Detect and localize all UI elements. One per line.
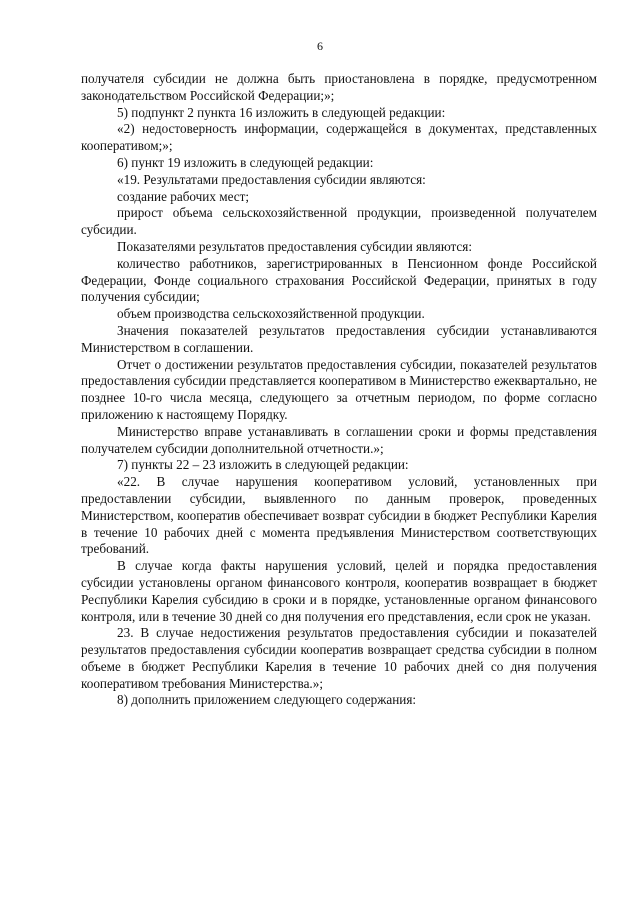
paragraph: «19. Результатами предоставления субсидии являются: — [117, 171, 426, 187]
paragraph: 23. В случае недостижения результатов предоставления субсидии и показателей результатов предоставления субсидии кооператив возвращает средства субсидии в полном объеме в бюджет Республики Карелия в течение 10 рабочих дней со дня получения кооперативом требования Министерства.»; — [81, 625, 597, 691]
paragraph: 6) пункт 19 изложить в следующей редакции: — [117, 154, 374, 170]
paragraph: В случае когда факты нарушения условий, целей и порядка предоставления субсидии установлены органом финансового контроля, кооператив возвращает в бюджет Республики Карелия субсидию в сроки и в порядке, установленные органом финансового контроля, или в течение 30 дней со дня получения его представления, если срок не указан. — [81, 558, 597, 624]
paragraph: Значения показателей результатов предоставления субсидии устанавливаются Министерством в соглашении. — [81, 322, 597, 355]
page-number: 6 — [317, 39, 323, 53]
paragraph: 5) подпункт 2 пункта 16 изложить в следующей редакции: — [117, 104, 446, 120]
document-body — [81, 71, 597, 709]
paragraph: 7) пункты 22 – 23 изложить в следующей редакции: — [117, 457, 409, 473]
paragraph: «2) недостоверность информации, содержащейся в документах, представленных кооперативом;»; — [81, 121, 597, 154]
paragraph: объем производства сельскохозяйственной продукции. — [117, 306, 425, 322]
paragraph: прирост объема сельскохозяйственной продукции, произведенной получателем субсидии. — [81, 205, 597, 238]
paragraph: Показателями результатов предоставления субсидии являются: — [117, 238, 472, 254]
paragraph: «22. В случае нарушения кооперативом условий, установленных при предоставлении субсидии, выявленного по данным проверок, проведенных Министерством, кооператив обеспечивает возврат субсидии в бюджет Республики Карелия в течение 10 рабочих дней с момента предъявления Министерством соответствующих требований. — [81, 474, 597, 557]
paragraph: 8) дополнить приложением следующего содержания: — [117, 692, 417, 708]
paragraph: количество работников, зарегистрированных в Пенсионном фонде Российской Федерации, Фонде социального страхования Российской Федерации, принятых в году получения субсидии; — [81, 255, 597, 305]
paragraph: получателя субсидии не должна быть приостановлена в порядке, предусмотренном законодательством Российской Федерации;»; — [81, 71, 597, 103]
paragraph: Министерство вправе устанавливать в соглашении сроки и формы представления получателем субсидии дополнительной отчетности.»; — [81, 423, 597, 456]
paragraph: Отчет о достижении результатов предоставления субсидии, показателей результатов предоставления субсидии представляется кооперативом в Министерство ежеквартально, не позднее 10-го числа месяца, следующего за отчетным периодом, по форме согласно приложению к настоящему Порядку. — [81, 356, 597, 422]
paragraph: создание рабочих мест; — [117, 188, 250, 204]
